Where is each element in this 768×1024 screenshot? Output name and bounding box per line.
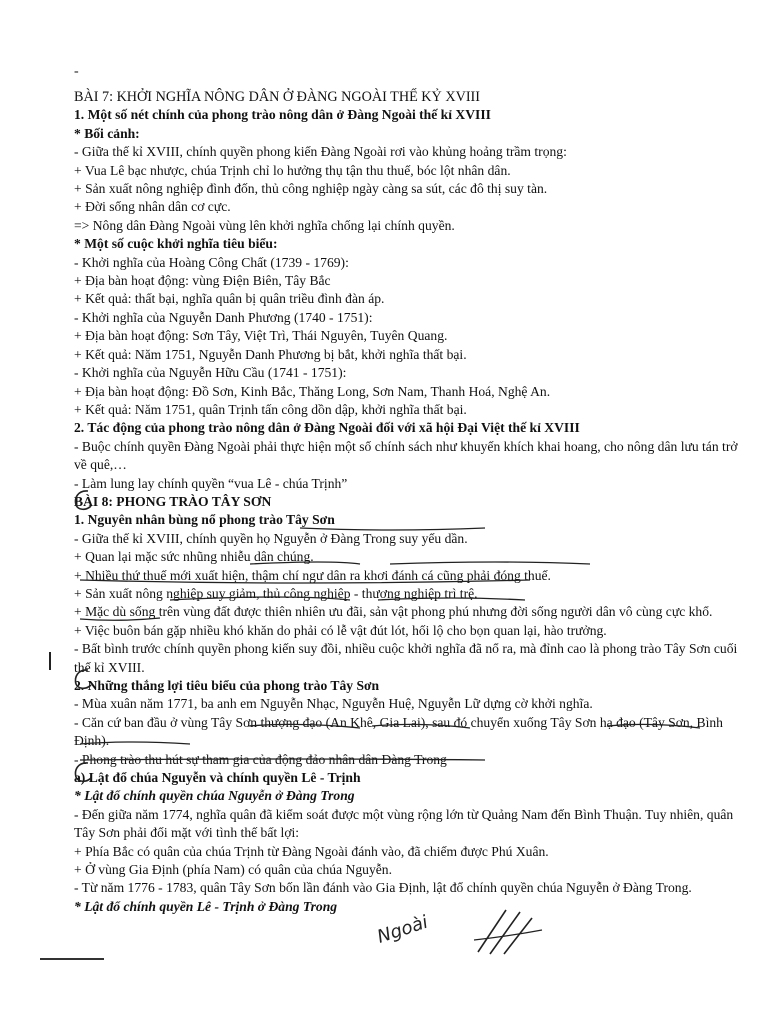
text-line: + Quan lại mặc sức nhũng nhiễu dân chúng. [74,549,314,565]
text-line: + Kết quả: Năm 1751, Nguyễn Danh Phương bị bắt, khởi nghĩa thất bại. [74,346,467,362]
text-line: + Sản xuất nông nghiệp suy giảm, thủ công nghiệp - thương nghiệp trì trệ. [74,585,478,601]
text-line: - Phong trào thu hút sự tham gia của động đảo nhân dân Đàng Trong [74,751,447,767]
text-line: 2. Tác động của phong trào nông dân ở Đàng Ngoài đối với xã hội Đại Việt thế kỉ XVIII [74,420,580,436]
text-line: + Địa bàn hoạt động: vùng Điện Biên, Tây Bắc [74,273,331,289]
text-line: * Bối cảnh: [74,125,140,141]
bottom-rule [40,958,104,960]
text-line: - Căn cứ ban đầu ở vùng Tây Sơn thượng đạo (An Khê, Gia Lai), sau đó chuyển xuống Tây Sơn hạ đạo (Tây Sơn, Bình Định). [74,714,723,749]
text-line: + Đời sống nhân dân cơ cực. [74,199,231,215]
text-line: + Kết quả: thất bại, nghĩa quân bị quân triều đình đàn áp. [74,291,385,307]
text-line: a) Lật đổ chúa Nguyễn và chính quyền Lê - Trịnh [74,770,361,786]
text-line: + Địa bàn hoạt động: Đồ Sơn, Kinh Bắc, Thăng Long, Sơn Nam, Thanh Hoá, Nghệ An. [74,383,551,399]
text-line: 1. Một số nét chính của phong trào nông dân ở Đàng Ngoài thế kỉ XVIII [74,107,491,123]
text-line: + Phía Bắc có quân của chúa Trịnh từ Đàng Ngoài đánh vào, đã chiếm được Phú Xuân. [74,843,549,859]
text-line: => Nông dân Đàng Ngoài vùng lên khởi nghĩa chống lại chính quyền. [74,217,455,233]
text-line: + Địa bàn hoạt động: Sơn Tây, Việt Trì, Thái Nguyên, Tuyên Quang. [74,328,448,344]
text-line: + Vua Lê bạc nhược, chúa Trịnh chỉ lo hưởng thụ tận thu thuế, bóc lột nhân dân. [74,162,511,178]
text-line: - Khởi nghĩa của Nguyễn Hữu Cầu (1741 - 1751): [74,365,347,381]
text-line: + Ở vùng Gia Định (phía Nam) có quân của chúa Nguyễn. [74,862,392,878]
text-line: - Khởi nghĩa của Nguyễn Danh Phương (1740 - 1751): [74,309,373,325]
svg-text:Ngoài: Ngoài [374,911,431,948]
text-line: * Một số cuộc khởi nghĩa tiêu biểu: [74,236,278,252]
text-line: - Đến giữa năm 1774, nghĩa quân đã kiểm soát được một vùng rộng lớn từ Quảng Nam đến Bình Thuận. Tuy nhiên, quân Tây Sơn phải đối mặt với tình thế bất lợi: [74,806,734,841]
text-line: - Giữa thế kỉ XVIII, chính quyền họ Nguyễn ở Đàng Trong suy yếu dần. [74,530,468,546]
text-line: + Kết quả: Năm 1751, quân Trịnh tấn công dồn dập, khởi nghĩa thất bại. [74,401,467,417]
text-line: - Từ năm 1776 - 1783, quân Tây Sơn bốn lần đánh vào Gia Định, lật đổ chính quyền chúa Nguyễn ở Đàng Trong. [74,880,692,896]
text-line: - Làm lung lay chính quyền “vua Lê - chúa Trịnh” [74,475,348,491]
text-line: 2. Những thắng lợi tiêu biểu của phong trào Tây Sơn [74,678,380,693]
scribble-strokes [470,900,550,960]
text-line: * Lật đổ chính quyền Lê - Trịnh ở Đàng Trong [74,898,338,914]
text-line: * Lật đổ chính quyền chúa Nguyễn ở Đàng Trong [74,788,355,804]
text-line: 1. Nguyên nhân bùng nổ phong trào Tây Sơn [74,512,335,528]
text-line: + Sản xuất nông nghiệp đình đốn, thủ công nghiệp ngày càng sa sút, các đô thị suy tàn. [74,181,548,197]
text-line: BÀI 8: PHONG TRÀO TÂY SƠN [74,493,272,509]
text-line: - Giữa thế kỉ XVIII, chính quyền phong kiến Đàng Ngoài rơi vào khủng hoảng trầm trọng: [74,144,567,160]
text-line: + Nhiều thứ thuế mới xuất hiện, thậm chí ngư dân ra khơi đánh cá cũng phải đóng thuế. [74,567,551,583]
text-line: - Bất bình trước chính quyền phong kiến suy đồi, nhiều cuộc khởi nghĩa đã nổ ra, mà đỉnh cao là phong trào Tây Sơn cuối thế kỉ XVIII. [74,641,738,675]
text-line: - Buộc chính quyền Đàng Ngoài phải thực hiện một số chính sách như khuyến khích khai hoang, cho nông dân lưu tán trở về quê,… [74,438,738,473]
handwritten-note [370,898,450,948]
text-line: + Việc buôn bán gặp nhiều khó khăn do phải có lễ vật đút lót, hối lộ cho bọn quan lại, hào trưởng. [74,622,607,638]
text-line: - Khởi nghĩa của Hoàng Công Chất (1739 - 1769): [74,254,349,270]
text-line: + Mặc dù sống trên vùng đất được thiên nhiên ưu đãi, sản vật phong phú nhưng đời sống người dân vô cùng cực khổ. [74,604,713,620]
text-line: BÀI 7: KHỞI NGHĨA NÔNG DÂN Ở ĐÀNG NGOÀI THẾ KỶ XVIII [74,89,481,105]
top-mark: - [74,64,79,79]
text-line: - Mùa xuân năm 1771, ba anh em Nguyễn Nhạc, Nguyễn Huệ, Nguyễn Lữ dựng cờ khởi nghĩa. [74,696,593,712]
